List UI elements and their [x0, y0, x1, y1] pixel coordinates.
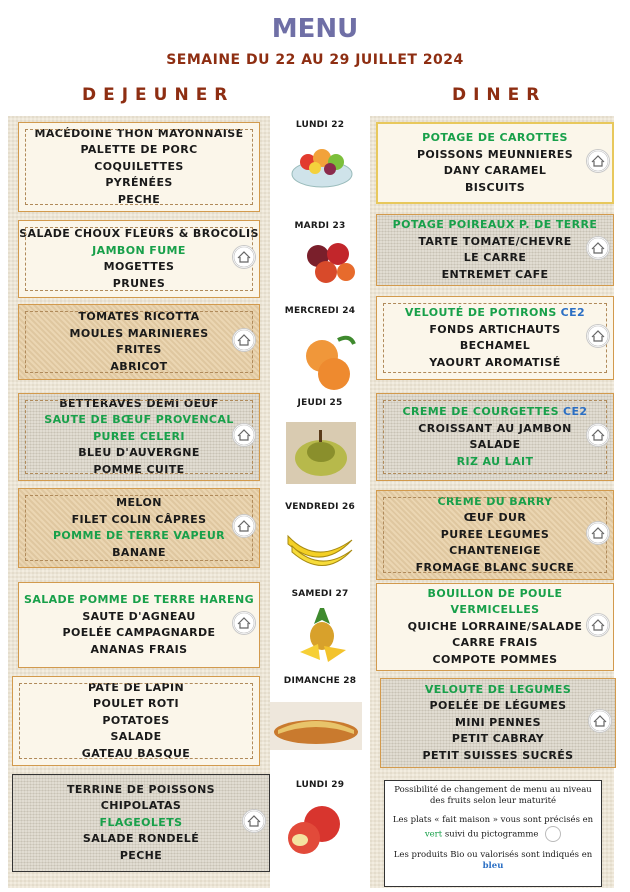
- lunch-dish: [19, 342, 259, 359]
- nectarines-icon: [280, 800, 350, 860]
- day-label: DIMANCHE 28: [283, 676, 357, 686]
- dinner-menu-box: [376, 214, 614, 286]
- dinner-dish: [377, 267, 613, 284]
- lunch-menu-box: [18, 488, 260, 568]
- day-label: LUNDI 22: [295, 120, 345, 130]
- dinner-dish: [377, 586, 613, 603]
- day-label: SAMEDI 27: [291, 589, 349, 599]
- dish-name: BETTERAVES DEMI OEUF: [59, 396, 219, 410]
- dinner-dish: [381, 715, 615, 732]
- dish-name: PATE DE LAPIN: [87, 680, 185, 694]
- dish-name: BLEU D'AUVERGNE: [78, 446, 200, 460]
- lunch-dish: [19, 462, 259, 479]
- dish-name: MINI PENNES: [455, 715, 541, 729]
- dish-name: BECHAMEL: [459, 339, 531, 352]
- lunch-dish: [19, 259, 259, 276]
- dinner-dish: [381, 731, 615, 748]
- dinner-dish: [377, 355, 613, 372]
- lunch-dish: [13, 798, 269, 815]
- homemade-icon: [586, 423, 610, 447]
- lunch-dish: [13, 713, 259, 730]
- dinner-dish: [377, 250, 613, 267]
- dish-name: SAUTE DE BŒUF PROVENCAL: [44, 413, 234, 427]
- dinner-menu-box: [376, 393, 614, 481]
- dish-name: TERRINE DE POISSONS: [66, 782, 215, 796]
- dish-name: PUREE LEGUMES: [440, 527, 550, 541]
- homemade-icon: [586, 521, 610, 545]
- dish-name: RIZ AU LAIT: [456, 454, 534, 468]
- dish-name: POTAGE DE CAROTTES: [422, 131, 568, 144]
- dish-name: SALADE CHOUX FLEURS & BROCOLIS: [19, 227, 259, 240]
- dinner-dish: [381, 698, 615, 715]
- lunch-dish: [19, 609, 259, 626]
- dinner-menu-box: [376, 583, 614, 671]
- dish-name: POULET ROTI: [92, 697, 180, 711]
- info-note: [384, 780, 602, 887]
- dish-name: VELOUTÉ DE POTIRONS: [404, 306, 557, 319]
- dish-name: TARTE TOMATE/CHEVRE: [418, 234, 572, 248]
- lunch-menu-box: [18, 122, 260, 212]
- dinner-dish: [377, 338, 613, 355]
- lunch-menu-box: [18, 582, 260, 668]
- dinner-dish: [381, 748, 615, 765]
- lunch-dish: [19, 175, 259, 192]
- dish-name: SALADE: [469, 438, 521, 451]
- dish-name: POMME CUITE: [93, 462, 185, 476]
- homemade-icon: [588, 709, 612, 733]
- dinner-dish: [378, 180, 612, 197]
- dish-name: FILET COLIN CÂPRES: [71, 512, 207, 526]
- dish-name: SALADE POMME DE TERRE HARENG: [24, 593, 254, 606]
- dish-name: SAUTE D'AGNEAU: [82, 609, 196, 623]
- dish-name: ANANAS FRAIS: [90, 642, 188, 656]
- day-label: JEUDI 25: [297, 398, 343, 408]
- dinner-menu-box: [376, 296, 614, 380]
- dish-name: ŒUF DUR: [463, 511, 527, 525]
- lunch-dish: [13, 729, 259, 746]
- lunch-column-heading: DEJEUNER: [82, 85, 235, 105]
- lunch-dish: [19, 359, 259, 376]
- lunch-dish: [19, 495, 259, 512]
- day-label: MARDI 23: [294, 221, 346, 231]
- lunch-dish: [19, 528, 259, 545]
- lunch-dish: [13, 815, 269, 832]
- homemade-icon: [586, 149, 610, 173]
- lunch-dish: [13, 746, 259, 763]
- dinner-dish: [378, 147, 612, 164]
- homemade-icon: [586, 324, 610, 348]
- day-label: LUNDI 29: [295, 780, 345, 790]
- note-homemade-color: vert: [424, 829, 443, 840]
- lunch-dish: [19, 625, 259, 642]
- dish-name: LE CARRE: [463, 251, 527, 264]
- dinner-dish: [377, 602, 613, 619]
- dinner-column-heading: DINER: [452, 85, 547, 105]
- dinner-menu-box: [376, 122, 614, 204]
- note-bio: [388, 850, 598, 872]
- dish-name: TOMATES RICOTTA: [78, 310, 200, 323]
- dish-name: DANY CARAMEL: [443, 164, 547, 177]
- dish-name: CROISSANT AU JAMBON: [418, 421, 572, 435]
- homemade-pictogram-icon: [545, 826, 561, 842]
- gateau-basque-icon: [270, 702, 362, 750]
- dish-name: CREME DU BARRY: [437, 494, 553, 508]
- dish-name: POELÉE DE LÉGUMES: [429, 699, 567, 713]
- dish-name: PRUNES: [112, 276, 166, 290]
- dinner-dish: [381, 682, 615, 699]
- dish-name: SALADE RONDELÉ: [82, 832, 200, 846]
- dinner-dish: [377, 322, 613, 339]
- dish-name: FRITES: [116, 343, 162, 356]
- lunch-dish: [19, 642, 259, 659]
- dish-name: CARRE FRAIS: [452, 636, 538, 650]
- dish-name: FROMAGE BLANC SUCRE: [415, 560, 575, 574]
- note-bio-text: Les produits Bio ou valorisés sont indiqués en: [393, 850, 593, 860]
- lunch-menu-box: [18, 304, 260, 380]
- lunch-dish: [19, 429, 259, 446]
- note-bio-color: bleu: [482, 861, 504, 871]
- dish-name: MACÉDOINE THON MAYONNAISE: [34, 126, 244, 140]
- lunch-dish: [19, 226, 259, 243]
- homemade-icon: [586, 236, 610, 260]
- dinner-dish: [377, 635, 613, 652]
- dinner-dish: [377, 619, 613, 636]
- lunch-dish: [19, 309, 259, 326]
- lunch-menu-box: [18, 220, 260, 298]
- note-homemade-text: Les plats « fait maison » vous sont précisés en: [392, 815, 594, 825]
- lunch-menu-box: [18, 393, 260, 481]
- dish-name: QUICHE LORRAINE/SALADE: [407, 619, 583, 633]
- lunch-dish: [13, 782, 269, 799]
- lunch-dish: [19, 243, 259, 260]
- homemade-icon: [242, 809, 266, 833]
- dish-name: SALADE: [110, 730, 162, 744]
- dish-name: POISSONS MEUNNIERES: [416, 147, 574, 161]
- bananas-icon: [282, 522, 356, 568]
- bio-tag: CE2: [560, 306, 586, 319]
- dinner-dish: [377, 404, 613, 421]
- lunch-dish: [19, 192, 259, 209]
- dish-name: PALETTE DE PORC: [80, 143, 198, 157]
- dish-name: ENTREMET CAFE: [441, 267, 549, 281]
- lunch-dish: [13, 831, 269, 848]
- dinner-dish: [377, 234, 613, 251]
- dinner-dish: [377, 560, 613, 577]
- dinner-dish: [377, 652, 613, 669]
- dish-name: BOUILLON DE POULE: [427, 586, 563, 600]
- dinner-dish: [378, 163, 612, 180]
- dish-name: FLAGEOLETS: [99, 815, 183, 829]
- dish-name: BANANE: [112, 545, 166, 559]
- dinner-dish: [377, 421, 613, 438]
- day-label: MERCREDI 24: [284, 306, 356, 316]
- bio-tag: CE2: [563, 405, 588, 418]
- dinner-dish: [377, 527, 613, 544]
- dish-name: CHANTENEIGE: [449, 544, 541, 558]
- lunch-dish: [19, 159, 259, 176]
- baked-apple-icon: [284, 420, 358, 486]
- lunch-dish: [13, 680, 259, 697]
- lunch-menu-box: [12, 676, 260, 766]
- dish-name: POMME DE TERRE VAPEUR: [52, 529, 226, 542]
- dish-name: COMPOTE POMMES: [432, 652, 558, 666]
- page-title: MENU: [271, 14, 359, 44]
- day-label: VENDREDI 26: [285, 502, 355, 512]
- lunch-dish: [19, 592, 259, 609]
- dish-name: GATEAU BASQUE: [81, 746, 191, 760]
- dinner-menu-box: [376, 490, 614, 580]
- dish-name: POTATOES: [102, 713, 170, 727]
- dish-name: PECHE: [119, 848, 163, 862]
- dish-name: FONDS ARTICHAUTS: [429, 322, 561, 336]
- lunch-dish: [19, 445, 259, 462]
- dish-name: JAMBON FUME: [92, 243, 186, 257]
- dish-name: ABRICOT: [110, 359, 168, 373]
- dish-name: BISCUITS: [464, 180, 526, 194]
- dish-name: CREME DE COURGETTES: [402, 405, 560, 418]
- dish-name: MOULES MARINIERES: [69, 326, 209, 340]
- homemade-icon: [232, 423, 256, 447]
- lunch-dish: [19, 326, 259, 343]
- dinner-dish: [377, 543, 613, 560]
- dinner-dish: [377, 217, 613, 234]
- dish-name: MOGETTES: [103, 260, 175, 273]
- dish-name: CHIPOLATAS: [100, 799, 182, 813]
- dish-name: POELÉE CAMPAGNARDE: [62, 626, 216, 639]
- lunch-menu-box: [12, 774, 270, 872]
- homemade-icon: [232, 514, 256, 538]
- note-homemade: [388, 815, 598, 842]
- dinner-dish: [377, 510, 613, 527]
- dish-name: PUREE CELERI: [93, 429, 185, 443]
- lunch-dish: [19, 412, 259, 429]
- dish-name: MELON: [116, 496, 162, 509]
- dinner-dish: [378, 130, 612, 147]
- homemade-icon: [232, 611, 256, 635]
- dinner-dish: [377, 437, 613, 454]
- lunch-dish: [19, 545, 259, 562]
- lunch-dish: [19, 126, 259, 143]
- dish-name: COQUILETTES: [94, 159, 184, 173]
- dish-name: PYRÉNÉES: [105, 176, 173, 190]
- peaches-icon: [298, 330, 358, 392]
- note-fruit-change: Possibilité de changement de menu au niveau des fruits selon leur maturité: [394, 785, 592, 806]
- note-homemade-suffix: suivi du pictogramme: [444, 829, 539, 840]
- dish-name: VERMICELLES: [450, 603, 540, 617]
- lunch-dish: [19, 396, 259, 413]
- dinner-menu-box: [380, 678, 616, 768]
- dish-name: PETIT CABRAY: [451, 732, 545, 746]
- dinner-dish: [377, 305, 613, 322]
- dish-name: YAOURT AROMATISÉ: [429, 355, 561, 369]
- lunch-dish: [13, 696, 259, 713]
- dish-name: PECHE: [117, 192, 161, 206]
- dish-name: VELOUTE DE LEGUMES: [424, 682, 572, 696]
- dinner-dish: [377, 494, 613, 511]
- pineapple-icon: [290, 604, 354, 668]
- lunch-dish: [13, 848, 269, 865]
- dinner-dish: [377, 454, 613, 471]
- homemade-icon: [232, 245, 256, 269]
- week-subtitle: SEMAINE DU 22 AU 29 JUILLET 2024: [166, 52, 464, 68]
- lunch-dish: [19, 142, 259, 159]
- homemade-icon: [232, 328, 256, 352]
- fruit-salad-icon: [288, 136, 356, 190]
- dish-name: PETIT SUISSES SUCRÉS: [422, 748, 574, 762]
- lunch-dish: [19, 512, 259, 529]
- plums-icon: [300, 236, 358, 288]
- dish-name: POTAGE POIREAUX P. DE TERRE: [392, 218, 598, 231]
- lunch-dish: [19, 276, 259, 293]
- homemade-icon: [586, 613, 610, 637]
